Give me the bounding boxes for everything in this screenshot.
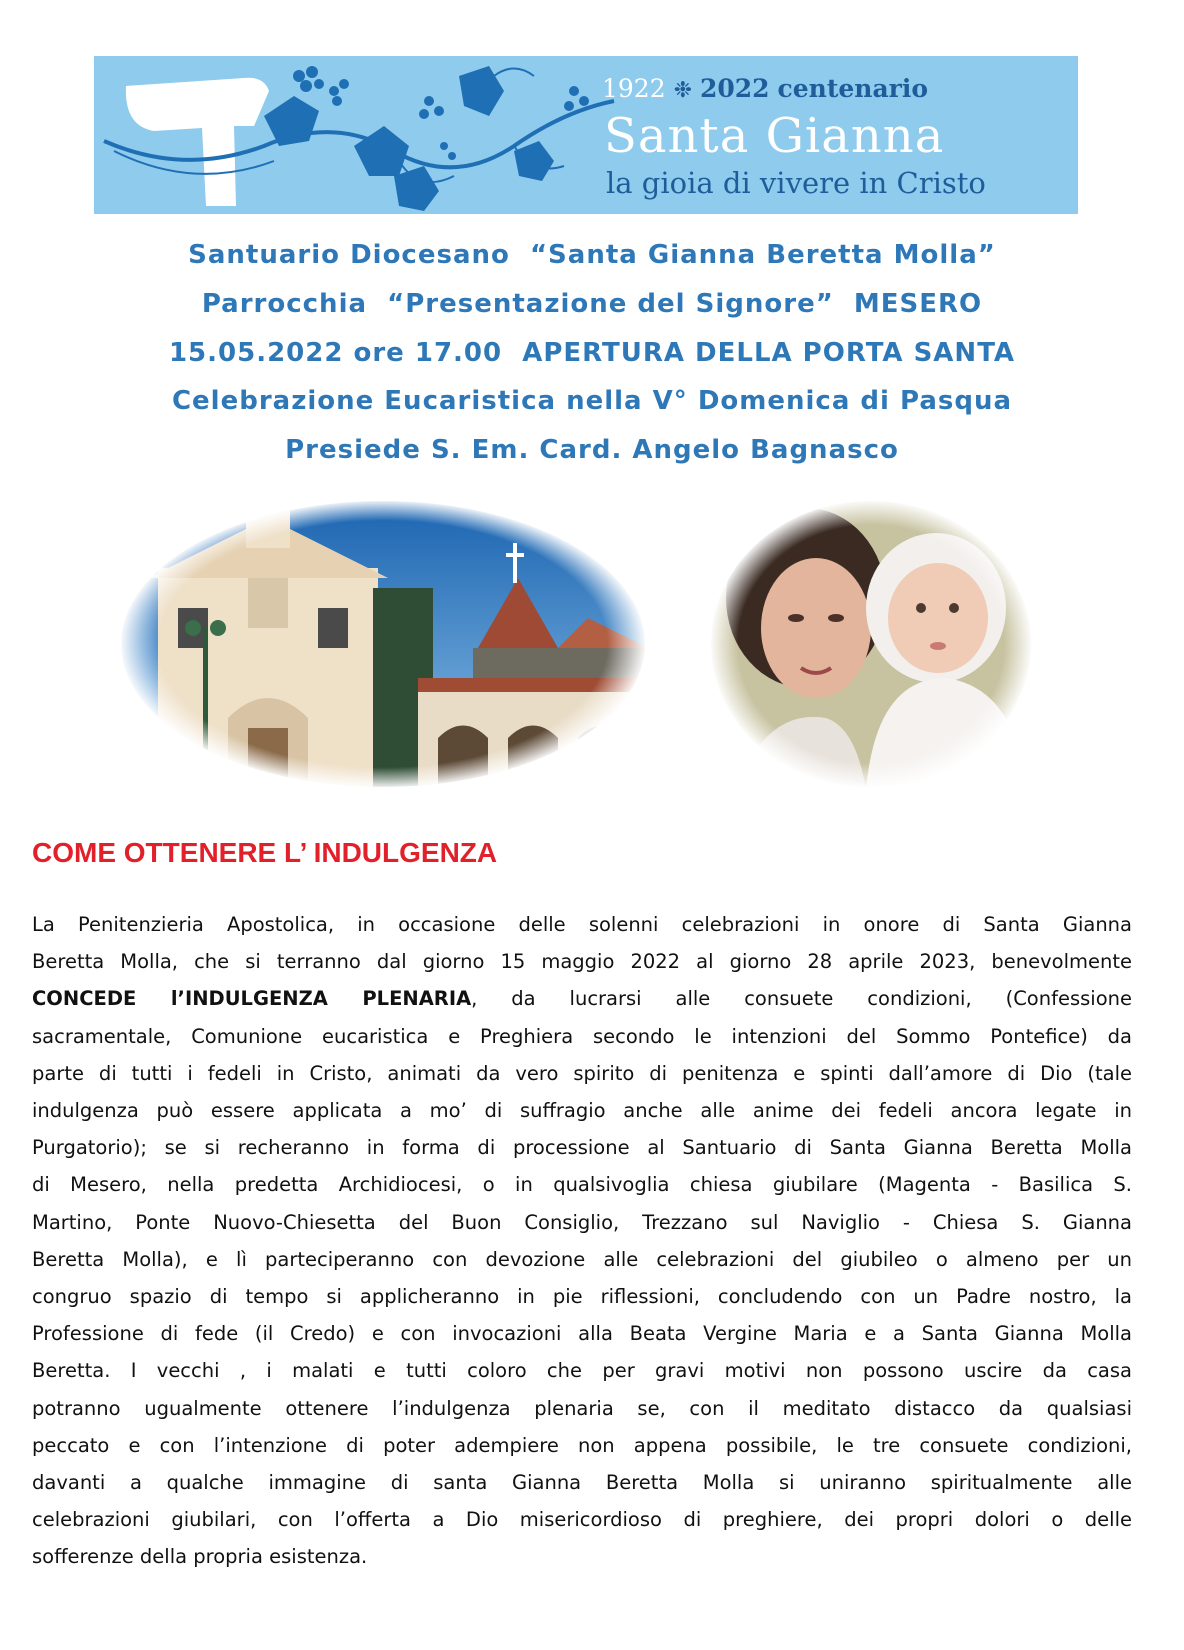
- text-line: potranno ugualmente ottenere l’indulgenza plenaria se, con il meditato distacco da qualsiasi: [32, 1396, 1132, 1420]
- text-line: Beretta. I vecchi , i malati e tutti coloro che per gravi motivi non possono uscire da casa: [32, 1359, 1132, 1383]
- text-line: Purgatorio); se si recheranno in forma di processione al Santuario di Santa Gianna Beretta Molla: [32, 1136, 1132, 1160]
- saint-gianna-photo: [706, 498, 1036, 790]
- text-line: peccato e con l’intenzione di poter adempiere non appena possibile, le tre consuete condizioni,: [32, 1433, 1132, 1457]
- heading-celebration: Celebrazione Eucaristica nella V° Domenica di Pasqua: [171, 386, 1013, 416]
- text-span: , da lucrarsi alle consuete condizioni, (Confessione: [471, 987, 1132, 1011]
- year-end: 2022: [699, 74, 770, 103]
- text-line: Beretta Molla, che si terranno dal giorno 15 maggio 2022 al giorno 28 aprile 2023, benevolmente: [32, 950, 1132, 974]
- text-line: Beretta Molla), e lì parteciperanno con devozione alle celebrazioni del giubileo o almeno per un: [32, 1247, 1132, 1271]
- text-line: indulgenza può essere applicata a mo’ di suffragio anche alle anime dei fedeli ancora legate in: [32, 1099, 1132, 1123]
- indulgence-text: [32, 906, 1132, 1576]
- text-line: sofferenze della propria esistenza.: [32, 1545, 368, 1569]
- star-separator: ❉: [673, 78, 693, 103]
- text-line: parte di tutti i fedeli in Cristo, animati da vero spirito di penitenza e spinti dall’amore di Dio (tale: [32, 1061, 1132, 1085]
- centenary-years: [602, 74, 928, 103]
- banner-subtitle: la gioia di vivere in Cristo: [606, 166, 986, 200]
- text-line: celebrazioni giubilari, con l’offerta a Dio misericordioso di preghiere, dei propri dolori o delle: [32, 1508, 1132, 1532]
- section-title: COME OTTENERE L’ INDULGENZA: [32, 837, 498, 868]
- text-line: davanti a qualche immagine di santa Gianna Beretta Molla si uniranno spiritualmente alle: [32, 1471, 1132, 1495]
- text-line: congruo spazio di tempo si applicheranno in pie riflessioni, concludendo con un Padre nostro, la: [32, 1285, 1132, 1309]
- text-line: sacramentale, Comunione eucaristica e Preghiera secondo le intenzioni del Sommo Pontefice) da: [32, 1024, 1132, 1048]
- text-line: Professione di fede (il Credo) e con invocazioni alla Beata Vergine Maria e a Santa Gianna Molla: [32, 1322, 1132, 1346]
- heading-presider: Presiede S. Em. Card. Angelo Bagnasco: [285, 435, 899, 465]
- plenary-indulgence-emphasis: CONCEDE l’INDULGENZA PLENARIA: [32, 987, 472, 1011]
- sanctuary-photo: [118, 498, 648, 790]
- year-start: 1922: [602, 74, 666, 103]
- centenario-label: centenario: [777, 74, 928, 103]
- banner-title: Santa Gianna: [604, 108, 945, 164]
- text-line: La Penitenzieria Apostolica, in occasione delle solenni celebrazioni in onore di Santa Gianna: [32, 913, 1132, 936]
- heading-date: 15.05.2022 ore 17.00 APERTURA DELLA PORTA SANTA: [168, 338, 1016, 368]
- header-banner: [94, 56, 1078, 214]
- text-line: [32, 980, 1132, 1017]
- heading-parish: Parrocchia “Presentazione del Signore” MESERO: [201, 289, 983, 319]
- text-line: di Mesero, nella predetta Archidiocesi, o in qualsivoglia chiesa giubilare (Magenta - Basilica S.: [32, 1173, 1132, 1197]
- text-line: Martino, Ponte Nuovo-Chiesetta del Buon Consiglio, Trezzano sul Naviglio - Chiesa S. Gianna: [32, 1210, 1132, 1234]
- heading-sanctuary: Santuario Diocesano “Santa Gianna Beretta Molla”: [188, 240, 996, 270]
